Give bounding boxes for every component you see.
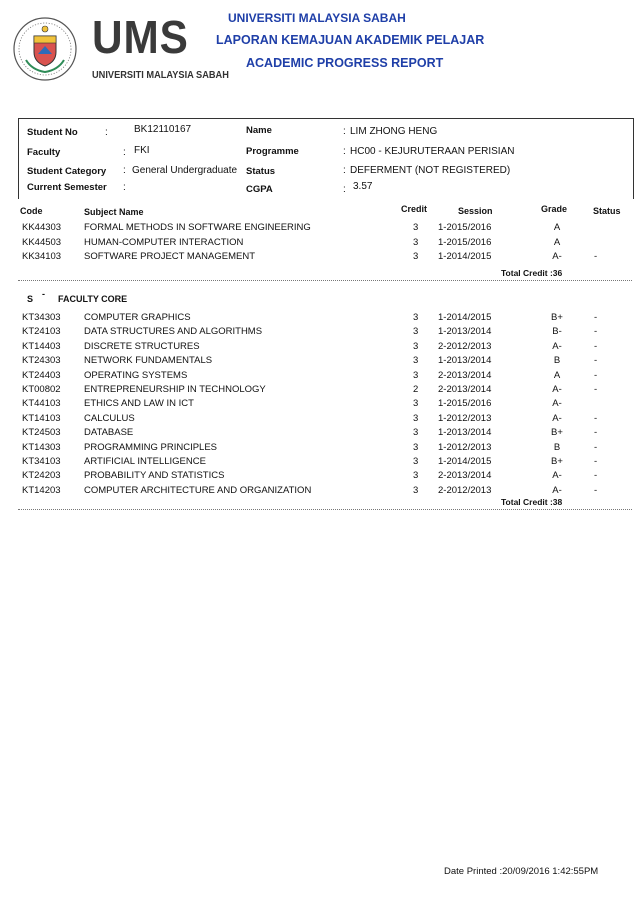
course-name: HUMAN-COMPUTER INTERACTION — [84, 236, 244, 248]
course-grade: A- — [552, 484, 562, 496]
course-session: 2-2013/2014 — [438, 470, 492, 482]
course-code: KK34103 — [22, 251, 62, 262]
course-status: - — [594, 355, 598, 367]
course-credit: 3 — [413, 441, 419, 453]
university-crest-icon — [12, 16, 78, 82]
status-value: DEFERMENT (NOT REGISTERED) — [350, 165, 511, 176]
course-credit: 3 — [413, 427, 419, 439]
colon: : — [343, 184, 346, 195]
colon: : — [105, 127, 108, 138]
course-session: 1-2015/2016 — [438, 222, 492, 233]
course-credit: 3 — [413, 222, 419, 233]
course-code: KT24303 — [22, 355, 61, 367]
course-session: 2-2013/2014 — [438, 384, 492, 395]
university-name: UNIVERSITI MALAYSIA SABAH — [228, 11, 406, 25]
course-grade: A — [553, 369, 561, 381]
course-name: OPERATING SYSTEMS — [84, 369, 188, 381]
course-grade: A- — [552, 398, 562, 410]
course-session: 1-2013/2014 — [438, 326, 492, 338]
course-session: 1-2013/2014 — [438, 427, 492, 439]
course-status: - — [594, 251, 598, 262]
section-title: FACULTY CORE — [58, 294, 128, 304]
course-status: - — [594, 441, 598, 453]
programme-label: Programme — [246, 146, 299, 157]
course-credit: 3 — [413, 236, 419, 248]
course-name: PROBABILITY AND STATISTICS — [84, 470, 225, 482]
date-printed: Date Printed :20/09/2016 1:42:55PM — [444, 866, 599, 877]
current-semester-label: Current Semester — [27, 182, 107, 193]
course-code: KT24103 — [22, 326, 61, 338]
table-row — [0, 427, 638, 441]
student-category-label: Student Category — [27, 166, 107, 177]
table-row — [0, 222, 638, 236]
cgpa-value: 3.57 — [353, 181, 373, 192]
course-credit: 3 — [413, 398, 419, 410]
course-session: 1-2012/2013 — [438, 441, 492, 453]
course-status: - — [594, 412, 598, 424]
course-grade: B — [553, 355, 561, 367]
course-code: KT14303 — [22, 441, 61, 453]
course-credit: 3 — [413, 369, 419, 381]
course-name: SOFTWARE PROJECT MANAGEMENT — [84, 251, 256, 262]
colon: : — [343, 165, 346, 176]
colon: : — [123, 147, 126, 158]
status-label: Status — [246, 166, 276, 177]
course-name: ARTIFICIAL INTELLIGENCE — [84, 456, 206, 467]
course-code: KT44103 — [22, 398, 61, 410]
course-session: 2-2012/2013 — [438, 484, 492, 496]
student-no-value: BK12110167 — [134, 124, 192, 135]
col-header-credit: Credit — [401, 204, 428, 214]
course-code: KT24403 — [22, 369, 61, 381]
table-row — [0, 384, 638, 398]
course-session: 1-2015/2016 — [438, 398, 492, 410]
name-value: LIM ZHONG HENG — [350, 126, 438, 137]
course-name: DISCRETE STRUCTURES — [84, 340, 200, 352]
table-row — [0, 326, 638, 340]
table-row — [0, 456, 638, 470]
course-code: KT14403 — [22, 340, 61, 352]
course-grade: A- — [552, 340, 562, 352]
colon: : — [123, 165, 126, 176]
col-header-session: Session — [458, 206, 493, 216]
course-grade: B — [553, 441, 561, 453]
course-credit: 3 — [413, 456, 419, 467]
student-category-value: General Undergraduate — [132, 165, 238, 176]
table-row — [0, 413, 638, 427]
section-dash: - — [42, 289, 45, 299]
ums-logo — [12, 11, 229, 84]
course-credit: 3 — [413, 484, 419, 496]
course-code: KT24503 — [22, 427, 61, 439]
colon: : — [343, 146, 346, 157]
table-row — [0, 251, 638, 265]
course-name: DATA STRUCTURES AND ALGORITHMS — [84, 326, 263, 338]
table-row — [0, 370, 638, 384]
col-header-status: Status — [593, 206, 621, 216]
course-name: ENTREPRENEURSHIP IN TECHNOLOGY — [84, 384, 266, 395]
course-grade: B+ — [551, 312, 563, 323]
course-grade: B+ — [551, 456, 563, 467]
total-credit-1: Total Credit :36 — [501, 268, 563, 278]
colon: : — [123, 182, 126, 193]
course-grade: A- — [552, 470, 562, 482]
col-header-subject: Subject Name — [84, 207, 144, 217]
table-row — [0, 442, 638, 456]
course-session: 1-2014/2015 — [438, 251, 492, 262]
table-row — [0, 355, 638, 369]
course-grade: B+ — [551, 427, 563, 439]
course-session: 2-2013/2014 — [438, 369, 492, 381]
divider — [18, 509, 632, 510]
logo-wordmark: UMS — [92, 11, 189, 63]
course-status: - — [594, 384, 598, 395]
course-credit: 3 — [413, 340, 419, 352]
divider — [18, 280, 632, 281]
colon: : — [343, 126, 346, 137]
course-credit: 3 — [413, 326, 419, 338]
col-header-grade: Grade — [541, 204, 568, 214]
table-row — [0, 312, 638, 326]
course-credit: 3 — [413, 355, 419, 367]
student-no-label: Student No — [27, 127, 78, 138]
name-label: Name — [246, 125, 272, 136]
course-credit: 2 — [413, 384, 419, 395]
course-name: COMPUTER GRAPHICS — [84, 312, 191, 323]
course-status: - — [594, 326, 598, 338]
report-title-english: ACADEMIC PROGRESS REPORT — [246, 56, 444, 70]
course-status: - — [594, 312, 598, 323]
course-session: 1-2012/2013 — [438, 412, 492, 424]
course-name: COMPUTER ARCHITECTURE AND ORGANIZATION — [84, 484, 312, 496]
course-session: 1-2013/2014 — [438, 355, 492, 367]
course-credit: 3 — [413, 412, 419, 424]
course-status: - — [594, 456, 598, 467]
course-code: KT14203 — [22, 484, 61, 496]
course-credit: 3 — [413, 312, 419, 323]
course-code: KK44503 — [22, 236, 62, 248]
course-credit: 3 — [413, 470, 419, 482]
course-code: KT00802 — [22, 384, 61, 395]
course-name: ETHICS AND LAW IN ICT — [84, 398, 194, 410]
table-row — [0, 237, 638, 251]
course-status: - — [594, 369, 598, 381]
course-name: NETWORK FUNDAMENTALS — [84, 355, 213, 367]
course-status: - — [594, 427, 598, 439]
course-grade: A- — [552, 251, 562, 262]
report-title-malay: LAPORAN KEMAJUAN AKADEMIK PELAJAR — [216, 33, 485, 47]
table-row — [0, 341, 638, 355]
course-status: - — [594, 484, 598, 496]
logo-subtext: UNIVERSITI MALAYSIA SABAH — [92, 69, 229, 81]
course-grade: A — [553, 236, 561, 248]
programme-value: HC00 - KEJURUTERAAN PERISIAN — [350, 146, 515, 157]
faculty-label: Faculty — [27, 147, 61, 158]
course-name: FORMAL METHODS IN SOFTWARE ENGINEERING — [84, 222, 311, 233]
course-status: - — [594, 340, 598, 352]
course-session: 2-2012/2013 — [438, 340, 492, 352]
course-code: KT34303 — [22, 312, 61, 323]
table-row — [0, 470, 638, 484]
table-row — [0, 398, 638, 412]
course-credit: 3 — [413, 251, 419, 262]
course-code: KT14103 — [22, 412, 61, 424]
student-info-box — [18, 118, 634, 199]
course-grade: A — [553, 222, 561, 233]
course-name: CALCULUS — [84, 412, 135, 424]
course-session: 1-2014/2015 — [438, 456, 492, 467]
total-credit-2: Total Credit :38 — [501, 497, 563, 507]
course-code: KT24203 — [22, 470, 61, 482]
course-session: 1-2015/2016 — [438, 236, 492, 248]
course-status: - — [594, 470, 598, 482]
course-name: PROGRAMMING PRINCIPLES — [84, 441, 218, 453]
course-name: DATABASE — [84, 427, 134, 439]
course-session: 1-2014/2015 — [438, 312, 492, 323]
section-code: S — [27, 294, 34, 304]
course-code: KK44303 — [22, 222, 62, 233]
faculty-value: FKI — [134, 145, 150, 156]
course-grade: A- — [552, 384, 562, 395]
col-header-code: Code — [20, 206, 43, 216]
cgpa-label: CGPA — [246, 184, 273, 195]
course-grade: B- — [552, 326, 562, 338]
course-grade: A- — [552, 412, 562, 424]
course-code: KT34103 — [22, 456, 61, 467]
